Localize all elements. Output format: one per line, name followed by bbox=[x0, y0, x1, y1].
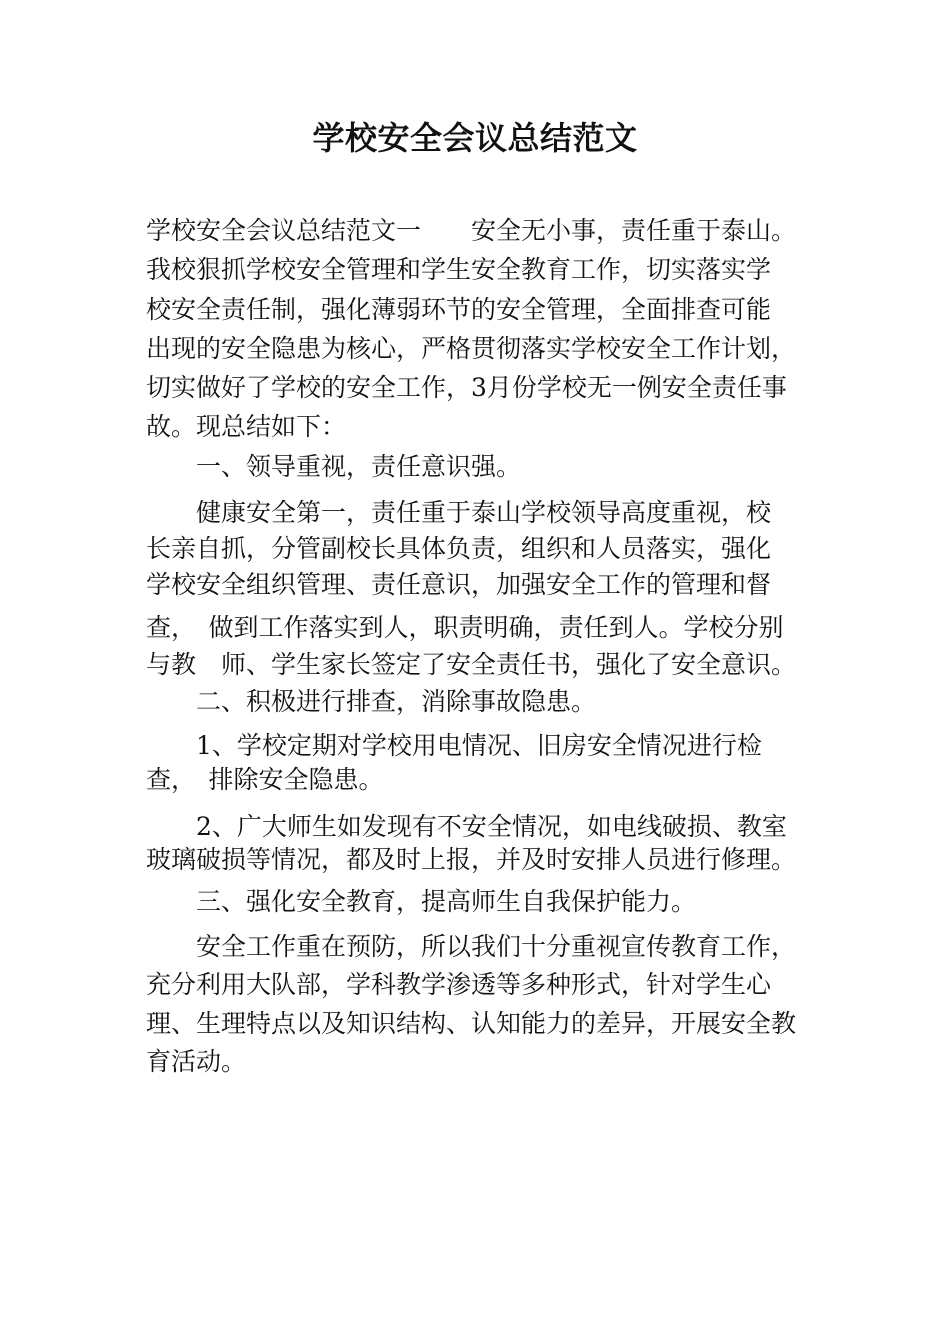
body-line: 长亲自抓，分管副校长具体负责，组织和人员落实，强化 bbox=[146, 534, 772, 563]
body-line: 2、广大师生如发现有不安全情况，如电线破损、教室 bbox=[146, 812, 787, 841]
body-line: 育活动。 bbox=[146, 1047, 247, 1076]
body-line: 充分利用大队部，学科教学渗透等多种形式，针对学生心 bbox=[146, 970, 772, 999]
section-heading: 一、领导重视，责任意识强。 bbox=[146, 452, 522, 481]
body-line: 出现的安全隐患为核心，严格贯彻落实学校安全工作计划， bbox=[146, 334, 797, 363]
body-line: 安全工作重在预防，所以我们十分重视宣传教育工作， bbox=[146, 932, 797, 961]
body-line: 1、学校定期对学校用电情况、旧房安全情况进行检 bbox=[146, 731, 762, 760]
body-line: 校安全责任制，强化薄弱环节的安全管理，全面排查可能 bbox=[146, 295, 772, 324]
body-line: 玻璃破损等情况，都及时上报，并及时安排人员进行修理。 bbox=[146, 845, 797, 874]
document-title: 学校安全会议总结范文 bbox=[312, 119, 638, 157]
body-line: 理、生理特点以及知识结构、认知能力的差异，开展安全教 bbox=[146, 1009, 797, 1038]
body-line: 与教 师、学生家长签定了安全责任书，强化了安全意识。 bbox=[146, 650, 797, 679]
body-line: 我校狠抓学校安全管理和学生安全教育工作，切实落实学 bbox=[146, 255, 772, 284]
body-line: 查， 做到工作落实到人，职责明确，责任到人。学校分别 bbox=[146, 613, 784, 642]
section-heading: 二、积极进行排查，消除事故隐患。 bbox=[146, 687, 597, 716]
section-heading: 三、强化安全教育，提高师生自我保护能力。 bbox=[146, 887, 697, 916]
body-line: 学校安全会议总结范文一 安全无小事，责任重于泰山。 bbox=[146, 216, 797, 245]
body-line: 健康安全第一，责任重于泰山学校领导高度重视，校 bbox=[146, 498, 772, 527]
body-line: 切实做好了学校的安全工作，3月份学校无一例安全责任事 bbox=[146, 373, 787, 402]
body-line: 查， 排除安全隐患。 bbox=[146, 765, 384, 794]
body-line: 学校安全组织管理、责任意识，加强安全工作的管理和督 bbox=[146, 570, 772, 599]
body-line: 故。现总结如下： bbox=[146, 412, 347, 441]
